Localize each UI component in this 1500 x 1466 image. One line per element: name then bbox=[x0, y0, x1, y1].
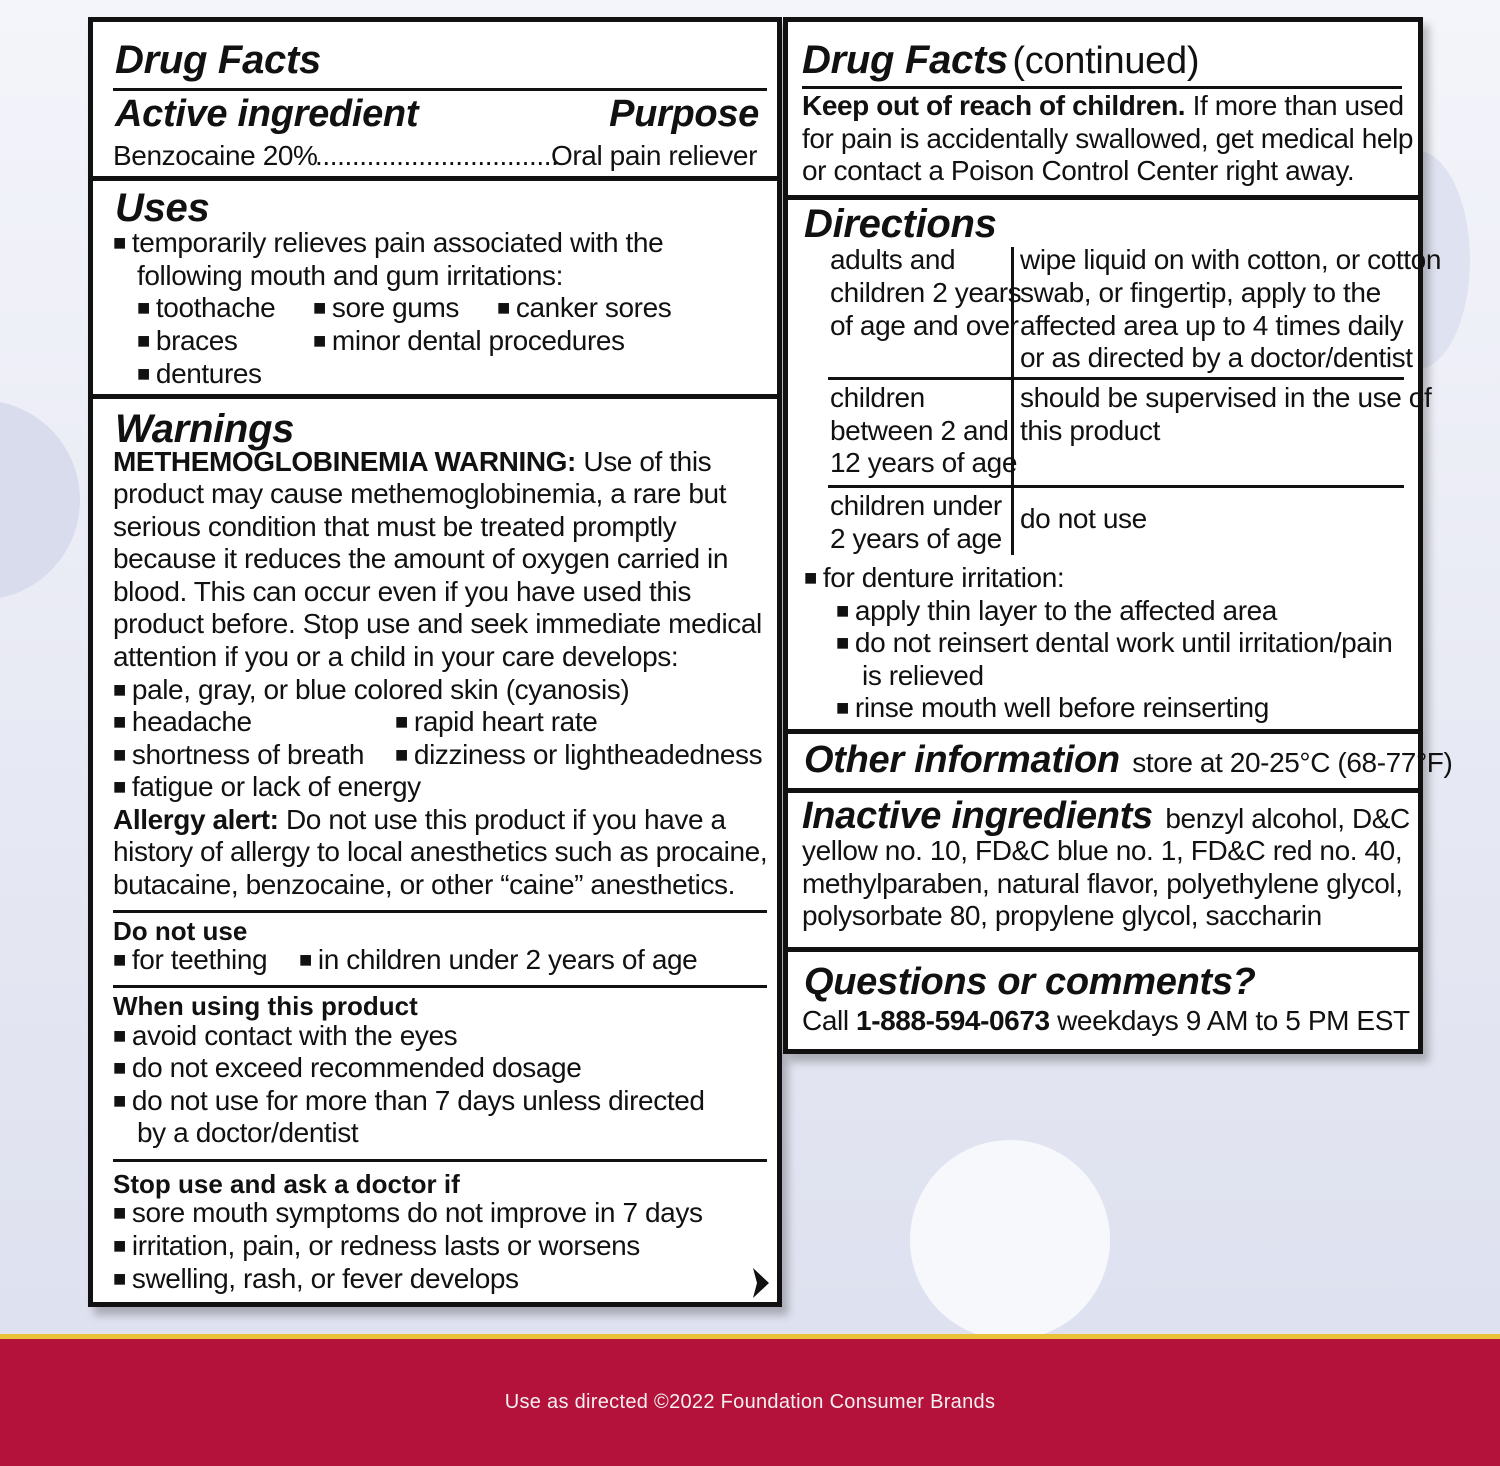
allergy-text: Do not use this product if you have a bbox=[285, 804, 726, 835]
footer-copyright: Use as directed ©2022 Foundation Consumer Brands bbox=[504, 1391, 996, 1413]
allergy-text: butacaine, benzocaine, or other “caine” anesthetics. bbox=[113, 869, 736, 900]
warning-text: Use of this bbox=[583, 446, 712, 477]
directions-age: children bbox=[830, 382, 925, 413]
list-item-continued: by a doctor/dentist bbox=[137, 1117, 359, 1148]
list-item: ■ sore mouth symptoms do not improve in 7 days bbox=[113, 1197, 703, 1232]
directions-age: adults and bbox=[830, 244, 956, 275]
directions-age: 2 years of age bbox=[830, 523, 1002, 554]
footer-banner bbox=[0, 1334, 1500, 1466]
drug-facts-panel-left bbox=[88, 17, 782, 1307]
list-item: ■ braces bbox=[137, 325, 238, 360]
directions-age: of age and over bbox=[830, 310, 1019, 341]
keep-out-text: for pain is accidentally swallowed, get medical help bbox=[802, 123, 1414, 154]
purpose-text: Oral pain reliever bbox=[551, 140, 757, 171]
active-ingredient-name: Benzocaine 20% bbox=[113, 140, 318, 171]
list-item: ■ in children under 2 years of age bbox=[299, 944, 697, 979]
other-information-heading: Other information bbox=[804, 739, 1120, 781]
list-item-continued: is relieved bbox=[862, 660, 984, 691]
section-divider bbox=[93, 176, 777, 181]
section-divider bbox=[93, 394, 777, 399]
warning-text: because it reduces the amount of oxygen carried in bbox=[113, 543, 729, 574]
directions-age: 12 years of age bbox=[830, 447, 1018, 478]
divider bbox=[113, 985, 767, 988]
when-using-heading: When using this product bbox=[113, 991, 418, 1021]
phone-number: 1-888-594-0673 bbox=[856, 1005, 1050, 1036]
active-ingredient-heading: Active ingredient bbox=[115, 93, 419, 135]
continued-label: (continued) bbox=[1012, 40, 1200, 82]
continued-arrow-icon bbox=[751, 1266, 771, 1300]
section-divider bbox=[788, 195, 1418, 200]
warnings-heading: Warnings bbox=[115, 407, 295, 451]
list-item: ■ headache bbox=[113, 706, 252, 741]
inactive-ingredients-text: yellow no. 10, FD&C blue no. 1, FD&C red no. 40, bbox=[802, 835, 1403, 866]
inactive-ingredients-text: benzyl alcohol, D&C bbox=[1165, 803, 1410, 834]
warning-text: product may cause methemoglobinemia, a rare but bbox=[113, 478, 727, 509]
inactive-ingredients-heading: Inactive ingredients bbox=[802, 795, 1153, 837]
methemoglobinemia-label: METHEMOGLOBINEMIA WARNING: bbox=[113, 446, 576, 477]
background-circle bbox=[910, 1140, 1110, 1340]
section-divider bbox=[788, 729, 1418, 734]
directions-instruction: do not use bbox=[1020, 503, 1147, 534]
stop-use-heading: Stop use and ask a doctor if bbox=[113, 1169, 460, 1199]
uses-intro: ■ temporarily relieves pain associated with the bbox=[113, 227, 663, 262]
warning-text: serious condition that must be treated promptly bbox=[113, 511, 677, 542]
purpose-heading: Purpose bbox=[609, 93, 759, 135]
list-item: ■ dentures bbox=[137, 358, 262, 393]
list-item: ■ fatigue or lack of energy bbox=[113, 771, 421, 806]
drug-facts-title: Drug Facts bbox=[802, 38, 1008, 82]
table-row-divider bbox=[828, 485, 1404, 488]
drug-facts-panel-right bbox=[783, 17, 1453, 1054]
list-item: ■ shortness of breath bbox=[113, 739, 364, 774]
storage-text: store at 20-25°C (68-77°F) bbox=[1132, 747, 1453, 778]
list-item: ■ toothache bbox=[137, 292, 275, 327]
list-item: ■ for teething bbox=[113, 944, 267, 979]
table-row-divider bbox=[828, 377, 1404, 380]
list-item: ■ avoid contact with the eyes bbox=[113, 1020, 457, 1055]
allergy-text: history of allergy to local anesthetics such as procaine, bbox=[113, 836, 768, 867]
list-item: ■ do not reinsert dental work until irritation/pain bbox=[836, 627, 1392, 662]
list-item: ■ do not exceed recommended dosage bbox=[113, 1052, 581, 1087]
warning-text: product before. Stop use and seek immediate medical bbox=[113, 608, 762, 639]
directions-age: children 2 years bbox=[830, 277, 1022, 308]
list-item: ■ do not use for more than 7 days unless directed bbox=[113, 1085, 705, 1120]
uses-intro-continued: following mouth and gum irritations: bbox=[137, 260, 564, 291]
do-not-use-heading: Do not use bbox=[113, 916, 248, 946]
list-item: ■ canker sores bbox=[497, 292, 671, 327]
dot-leader: ................................. bbox=[315, 140, 559, 171]
keep-out-label: Keep out of reach of children. bbox=[802, 90, 1186, 121]
inactive-ingredients-text: methylparaben, natural flavor, polyethylene glycol, bbox=[802, 868, 1403, 899]
uses-heading: Uses bbox=[115, 186, 210, 230]
directions-instruction: or as directed by a doctor/dentist bbox=[1020, 342, 1413, 373]
directions-age: children under bbox=[830, 490, 1002, 521]
allergy-alert-label: Allergy alert: bbox=[113, 804, 279, 835]
divider bbox=[113, 88, 767, 91]
directions-heading: Directions bbox=[804, 202, 997, 246]
hours-text: weekdays 9 AM to 5 PM EST bbox=[1057, 1005, 1410, 1036]
warning-text: blood. This can occur even if you have used this bbox=[113, 576, 691, 607]
background-circle bbox=[0, 400, 80, 600]
drug-facts-title: Drug Facts bbox=[115, 38, 321, 82]
directions-instruction: this product bbox=[1020, 415, 1160, 446]
list-item: ■ swelling, rash, or fever develops bbox=[113, 1263, 519, 1298]
divider bbox=[113, 910, 767, 913]
list-item: ■ rapid heart rate bbox=[395, 706, 597, 741]
list-item: ■ apply thin layer to the affected area bbox=[836, 595, 1277, 630]
denture-heading: ■ for denture irritation: bbox=[804, 562, 1064, 597]
list-item: ■ irritation, pain, or redness lasts or worsens bbox=[113, 1230, 640, 1265]
warning-text: attention if you or a child in your care develops: bbox=[113, 641, 679, 672]
questions-heading: Questions or comments? bbox=[804, 961, 1256, 1003]
list-item: ■ sore gums bbox=[313, 292, 459, 327]
keep-out-text: or contact a Poison Control Center right away. bbox=[802, 155, 1355, 186]
directions-instruction: affected area up to 4 times daily bbox=[1020, 310, 1404, 341]
keep-out-text: If more than used bbox=[1192, 90, 1404, 121]
list-item: ■ dizziness or lightheadedness bbox=[395, 739, 762, 774]
divider bbox=[113, 1159, 767, 1162]
divider bbox=[802, 86, 1402, 89]
directions-instruction: should be supervised in the use of bbox=[1020, 382, 1432, 413]
directions-age: between 2 and bbox=[830, 415, 1009, 446]
list-item: ■ minor dental procedures bbox=[313, 325, 625, 360]
list-item: ■ rinse mouth well before reinserting bbox=[836, 692, 1269, 727]
call-label: Call bbox=[802, 1005, 849, 1036]
section-divider bbox=[788, 788, 1418, 793]
list-item: ■ pale, gray, or blue colored skin (cyanosis) bbox=[113, 674, 629, 709]
directions-instruction: swab, or fingertip, apply to the bbox=[1020, 277, 1381, 308]
directions-instruction: wipe liquid on with cotton, or cotton bbox=[1020, 244, 1442, 275]
section-divider bbox=[788, 947, 1418, 952]
inactive-ingredients-text: polysorbate 80, propylene glycol, saccharin bbox=[802, 900, 1322, 931]
